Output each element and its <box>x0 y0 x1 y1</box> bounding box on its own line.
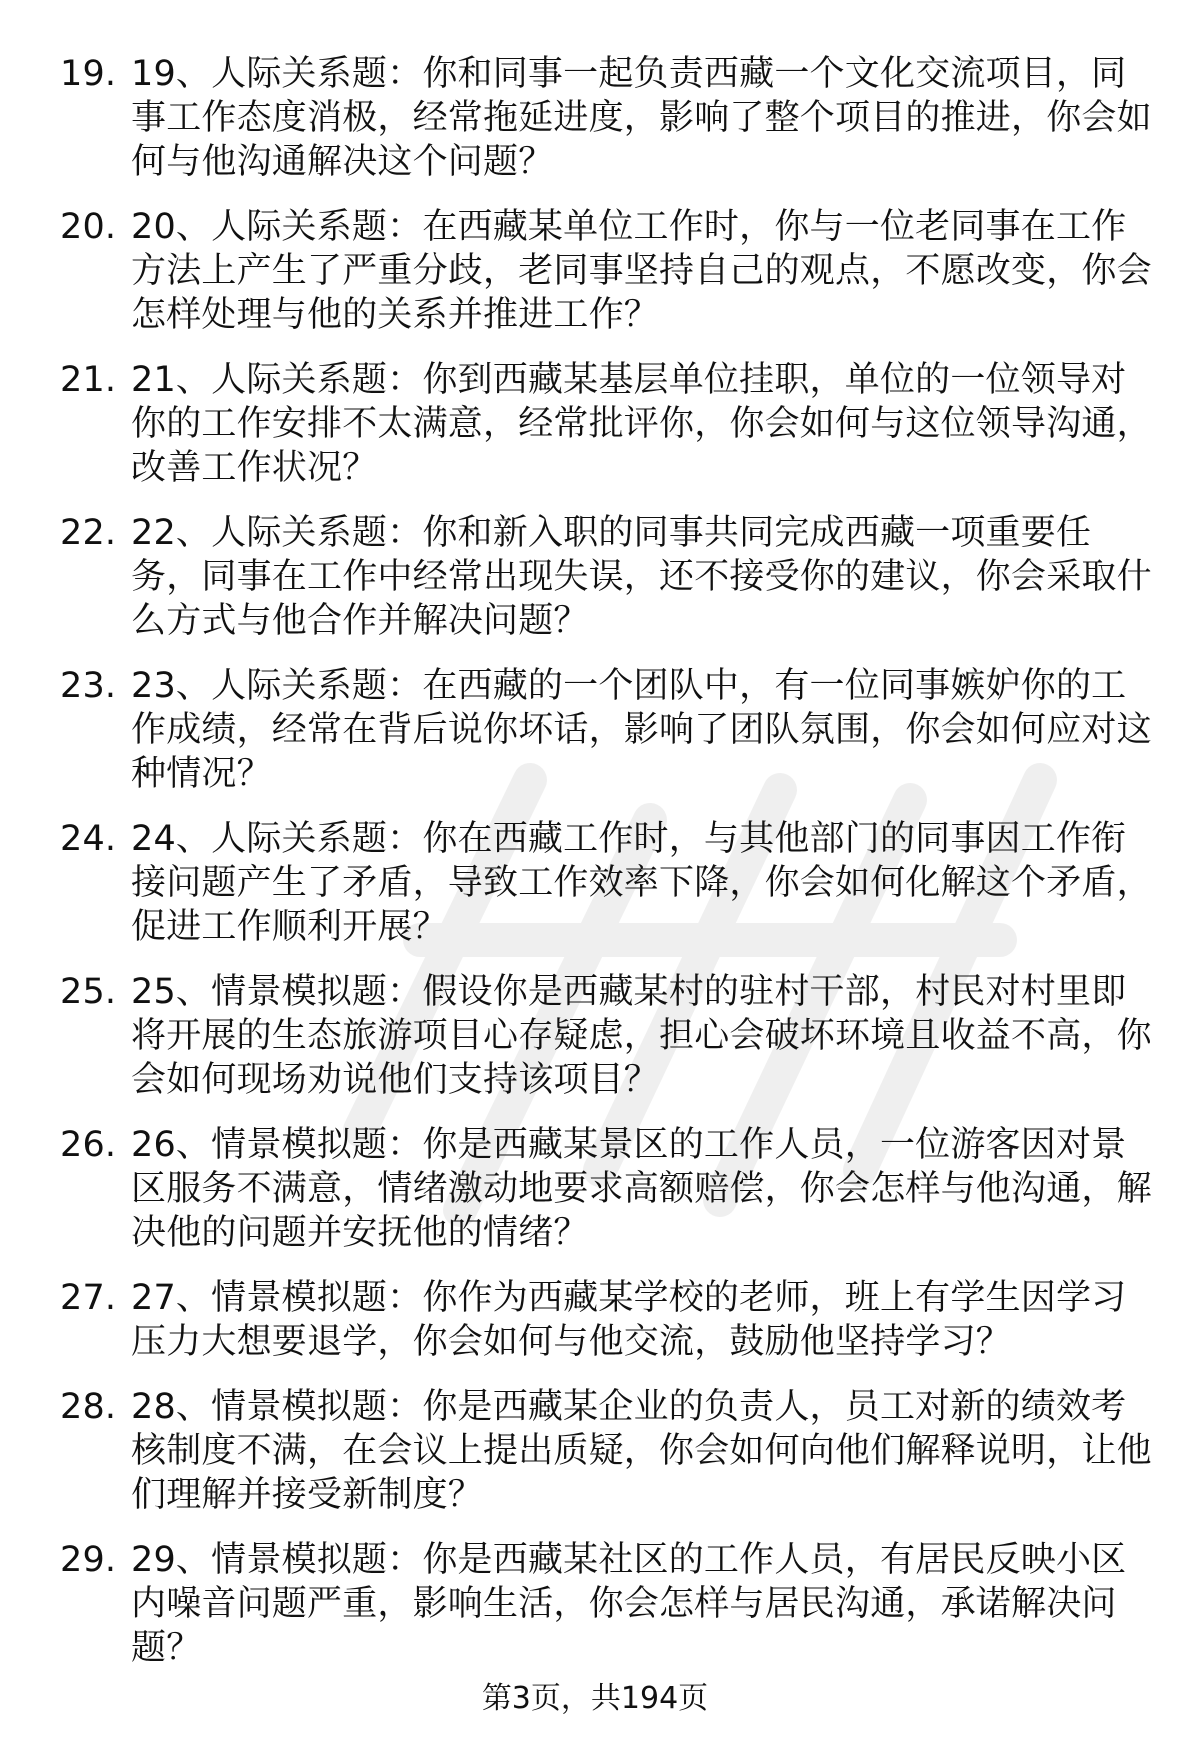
question-item-27 <box>60 1276 1155 1364</box>
question-number: 25. <box>60 972 117 1012</box>
question-item-28 <box>60 1385 1155 1517</box>
question-item-20 <box>60 205 1155 337</box>
question-number: 22. <box>60 513 117 553</box>
page-footer: 第3页，共194页 <box>481 1681 709 1716</box>
question-item-19 <box>60 52 1155 184</box>
question-item-26 <box>60 1123 1155 1255</box>
question-text: 21、人际关系题：你到西藏某基层单位挂职，单位的一位领导对你的工作安排不太满意，经常批评你，你会如何与这位领导沟通，改善工作状况？ <box>131 360 1152 488</box>
question-number: 23. <box>60 666 117 706</box>
question-text: 24、人际关系题：你在西藏工作时，与其他部门的同事因工作衔接问题产生了矛盾，导致工作效率下降，你会如何化解这个矛盾，促进工作顺利开展？ <box>131 819 1152 947</box>
question-item-23 <box>60 664 1155 796</box>
question-text: 29、情景模拟题：你是西藏某社区的工作人员，有居民反映小区内噪音问题严重，影响生活，你会怎样与居民沟通，承诺解决问题？ <box>131 1540 1127 1668</box>
question-item-22 <box>60 511 1155 643</box>
question-text: 23、人际关系题：在西藏的一个团队中，有一位同事嫉妒你的工作成绩，经常在背后说你坏话，影响了团队氛围，你会如何应对这种情况？ <box>131 666 1152 794</box>
question-number: 21. <box>60 360 117 400</box>
question-number: 20. <box>60 207 117 247</box>
question-text: 27、情景模拟题：你作为西藏某学校的老师，班上有学生因学习压力大想要退学，你会如何与他交流，鼓励他坚持学习？ <box>131 1278 1127 1362</box>
question-item-24 <box>60 817 1155 949</box>
question-text: 25、情景模拟题：假设你是西藏某村的驻村干部，村民对村里即将开展的生态旅游项目心存疑虑，担心会破坏环境且收益不高，你会如何现场劝说他们支持该项目？ <box>131 972 1152 1100</box>
question-text: 26、情景模拟题：你是西藏某景区的工作人员，一位游客因对景区服务不满意，情绪激动地要求高额赔偿，你会怎样与他沟通，解决他的问题并安抚他的情绪？ <box>131 1125 1152 1253</box>
question-number: 19. <box>60 54 117 94</box>
question-text: 20、人际关系题：在西藏某单位工作时，你与一位老同事在工作方法上产生了严重分歧，老同事坚持自己的观点，不愿改变，你会怎样处理与他的关系并推进工作？ <box>131 207 1152 335</box>
question-number: 29. <box>60 1540 117 1580</box>
question-item-29 <box>60 1538 1155 1670</box>
question-number: 28. <box>60 1387 117 1427</box>
question-list <box>60 52 1155 1691</box>
question-item-21 <box>60 358 1155 490</box>
question-text: 19、人际关系题：你和同事一起负责西藏一个文化交流项目，同事工作态度消极，经常拖延进度，影响了整个项目的推进，你会如何与他沟通解决这个问题？ <box>131 54 1152 182</box>
question-number: 24. <box>60 819 117 859</box>
question-number: 27. <box>60 1278 117 1318</box>
question-text: 22、人际关系题：你和新入职的同事共同完成西藏一项重要任务，同事在工作中经常出现失误，还不接受你的建议，你会采取什么方式与他合作并解决问题？ <box>131 513 1152 641</box>
question-item-25 <box>60 970 1155 1102</box>
question-number: 26. <box>60 1125 117 1165</box>
question-text: 28、情景模拟题：你是西藏某企业的负责人，员工对新的绩效考核制度不满，在会议上提出质疑，你会如何向他们解释说明，让他们理解并接受新制度？ <box>131 1387 1152 1515</box>
